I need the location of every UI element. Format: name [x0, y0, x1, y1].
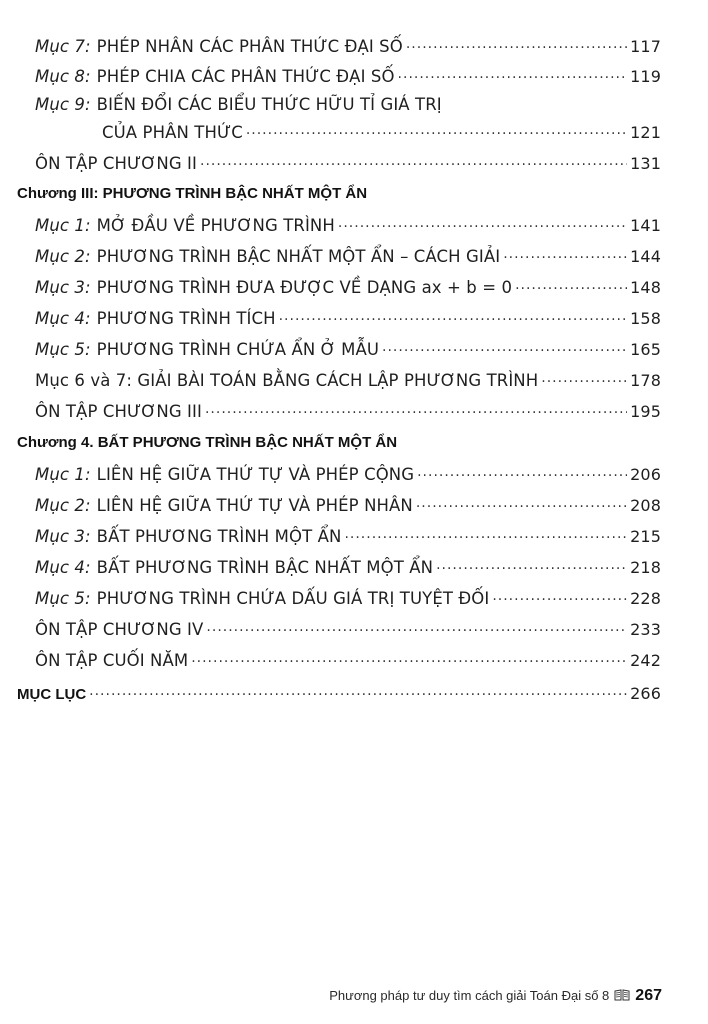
- page-number: 242: [630, 650, 661, 670]
- leader-dots: [206, 618, 627, 635]
- page-number: 178: [630, 370, 661, 390]
- chapter-heading: [17, 434, 661, 451]
- entry-label: Mục 8:: [35, 66, 91, 86]
- entry-title: BIẾN ĐỔI CÁC BIỂU THỨC HỮU TỈ GIÁ TRỊ: [96, 95, 442, 114]
- leader-dots: [417, 463, 627, 480]
- leader-dots: [398, 65, 628, 82]
- entry-title: ÔN TẬP CHƯƠNG III: [35, 401, 202, 421]
- entry-label: Mục 3:: [35, 277, 91, 297]
- entry-label: Mục 2:: [35, 246, 91, 266]
- entry-label: Mục 1:: [35, 215, 91, 235]
- page-number: 218: [630, 557, 661, 577]
- entry-label: Mục 9:: [35, 95, 91, 114]
- leader-dots: [503, 245, 627, 262]
- entry-title: PHÉP CHIA CÁC PHÂN THỨC ĐẠI SỐ: [96, 66, 395, 86]
- page-number: 206: [630, 464, 661, 484]
- entry-title: MỤC LỤC: [17, 685, 87, 703]
- book-icon: [614, 988, 630, 1000]
- toc-entry[interactable]: [35, 587, 661, 608]
- entry-title: PHƯƠNG TRÌNH CHỨA DẤU GIÁ TRỊ TUYỆT ĐỐI: [96, 588, 490, 608]
- page-number: 195: [630, 401, 661, 421]
- toc-entry[interactable]: [35, 618, 661, 639]
- page-number: 117: [630, 36, 661, 56]
- page-number: 208: [630, 495, 661, 515]
- page-number: 233: [630, 619, 661, 639]
- toc-entry[interactable]: [17, 682, 661, 703]
- entry-title: LIÊN HỆ GIỮA THỨ TỰ VÀ PHÉP NHÂN: [96, 495, 413, 515]
- chapter-title: Chương 4. BẤT PHƯƠNG TRÌNH BẬC NHẤT MỘT ẨN: [17, 434, 398, 451]
- entry-label: Mục 3:: [35, 526, 91, 546]
- entry-title: PHƯƠNG TRÌNH CHỨA ẨN Ở MẪU: [96, 339, 380, 359]
- entry-label: Mục 4:: [35, 308, 91, 328]
- toc-entry[interactable]: [35, 95, 661, 114]
- toc-entry[interactable]: [35, 525, 661, 546]
- leader-dots: [416, 494, 627, 511]
- toc-entry[interactable]: [35, 556, 661, 577]
- page-number: 121: [630, 122, 661, 142]
- entry-label: Mục 4:: [35, 557, 91, 577]
- leader-dots: [541, 369, 627, 386]
- book-title: Phương pháp tư duy tìm cách giải Toán Đại số 8: [329, 988, 610, 1003]
- toc-entry[interactable]: [35, 400, 661, 421]
- leader-dots: [338, 214, 627, 231]
- toc-entry[interactable]: [35, 307, 661, 328]
- entry-title: ÔN TẬP CUỐI NĂM: [35, 650, 189, 670]
- entry-title: ÔN TẬP CHƯƠNG II: [35, 153, 197, 173]
- entry-label: Mục 5:: [35, 588, 91, 608]
- leader-dots: [515, 276, 627, 293]
- page-number: 165: [630, 339, 661, 359]
- leader-dots: [246, 121, 627, 138]
- toc-entry[interactable]: [35, 214, 661, 235]
- page-number-footer: 267: [635, 987, 662, 1004]
- entry-title: LIÊN HỆ GIỮA THỨ TỰ VÀ PHÉP CỘNG: [96, 464, 415, 484]
- toc-entry[interactable]: [35, 152, 661, 173]
- leader-dots: [406, 35, 627, 52]
- chapter-title: Chương III: PHƯƠNG TRÌNH BẬC NHẤT MỘT ẨN: [17, 185, 368, 202]
- toc-entry[interactable]: [35, 338, 661, 359]
- leader-dots: [344, 525, 627, 542]
- page-number: 141: [630, 215, 661, 235]
- entry-title: PHƯƠNG TRÌNH TÍCH: [96, 308, 276, 328]
- page-number: 215: [630, 526, 661, 546]
- entry-title: PHÉP NHÂN CÁC PHÂN THỨC ĐẠI SỐ: [96, 36, 403, 56]
- leader-dots: [279, 307, 628, 324]
- page-number: 119: [630, 66, 661, 86]
- leader-dots: [205, 400, 627, 417]
- page-number: 228: [630, 588, 661, 608]
- leader-dots: [191, 649, 627, 666]
- toc-entry[interactable]: [35, 463, 661, 484]
- toc-entry[interactable]: [35, 649, 661, 670]
- toc-entry[interactable]: [35, 494, 661, 515]
- entry-title: BẤT PHƯƠNG TRÌNH MỘT ẨN: [96, 526, 342, 546]
- toc-entry[interactable]: [35, 276, 661, 297]
- leader-dots: [492, 587, 627, 604]
- leader-dots: [436, 556, 627, 573]
- toc-entry[interactable]: [35, 369, 661, 390]
- entry-title: Mục 6 và 7: GIẢI BÀI TOÁN BẰNG CÁCH LẬP PHƯƠNG TRÌNH: [35, 370, 539, 390]
- entry-label: Mục 1:: [35, 464, 91, 484]
- entry-title-continuation: CỦA PHÂN THỨC: [102, 122, 243, 142]
- entry-title: MỞ ĐẦU VỀ PHƯƠNG TRÌNH: [96, 215, 335, 235]
- toc-entry[interactable]: [35, 245, 661, 266]
- page-number: 158: [630, 308, 661, 328]
- toc-entry[interactable]: [35, 35, 661, 56]
- page-footer: [329, 987, 662, 1005]
- entry-label: Mục 5:: [35, 339, 91, 359]
- entry-title: BẤT PHƯƠNG TRÌNH BẬC NHẤT MỘT ẨN: [96, 557, 434, 577]
- toc-entry-continuation[interactable]: [102, 121, 661, 142]
- toc-entry[interactable]: [35, 65, 661, 86]
- chapter-heading: [17, 185, 661, 202]
- page-number: 148: [630, 277, 661, 297]
- leader-dots: [382, 338, 627, 355]
- entry-title: PHƯƠNG TRÌNH ĐƯA ĐƯỢC VỀ DẠNG ax + b = 0: [96, 277, 513, 297]
- page-number: 266: [630, 683, 661, 703]
- leader-dots: [200, 152, 627, 169]
- page-number: 144: [630, 246, 661, 266]
- entry-title: ÔN TẬP CHƯƠNG IV: [35, 619, 204, 639]
- leader-dots: [89, 682, 627, 699]
- entry-title: PHƯƠNG TRÌNH BẬC NHẤT MỘT ẨN – CÁCH GIẢI: [96, 246, 501, 266]
- entry-label: Mục 7:: [35, 36, 91, 56]
- entry-label: Mục 2:: [35, 495, 91, 515]
- page-number: 131: [630, 153, 661, 173]
